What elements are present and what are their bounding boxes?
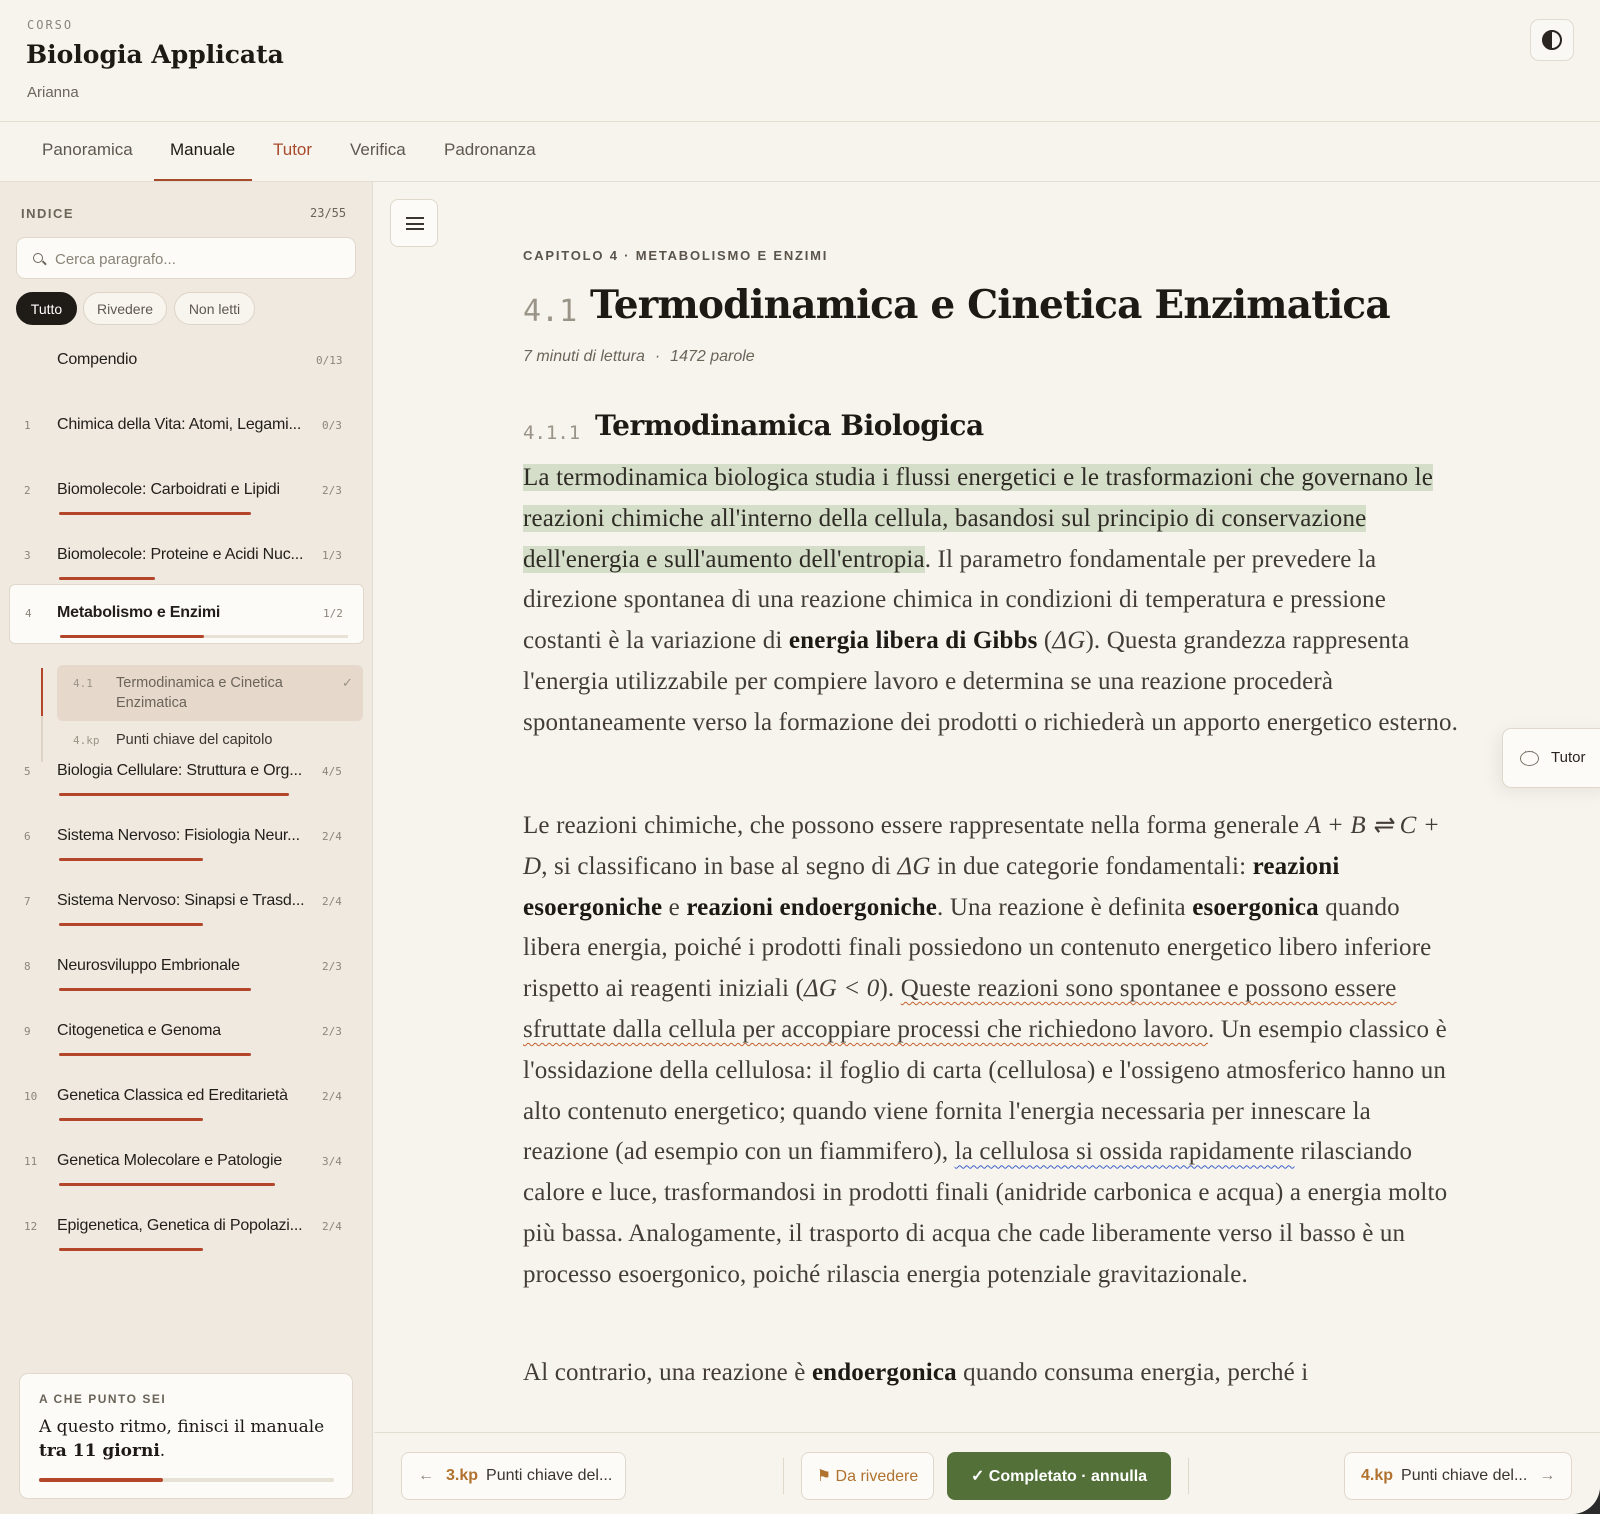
- chapter-title: Biomolecole: Carboidrati e Lipidi: [57, 481, 280, 498]
- chapter-title: Genetica Classica ed Ereditarietà: [57, 1087, 288, 1104]
- subsection-number: 4.1.1: [523, 422, 581, 444]
- chapter-progress-bar: [60, 635, 348, 638]
- paragraph-2: Le reazioni chimiche, che possono essere rappresentate nella forma generale A + B ⇌ C + D, si classificano in base al segno di ΔG in due categorie fondamentali: reazioni esoergoniche e reazioni endoergoniche. Una reazione è definita esoergonica quando libera energia, poiché i prodotti finali possiedono un contenuto energetico libero inferiore rispetto ai reagenti iniziali (ΔG < 0). Queste reazioni sono spontanee e possono essere sfruttate dalla cellula per accoppiare processi che richiedono lavoro. Un esempio classico è l'ossidazione della cellulosa: il foglio di carta (cellulosa) e l'ossigeno atmosferico hanno un alto contenuto energetico; quando viene fornita l'energia necessaria per innescare la reazione (ad esempio con un fiammifero), la cellulosa si ossida rapidamente rilasciando calore e luce, trasformandosi in prodotti finali (anidride carbonica e acqua) a energia molto più bassa. Analogamente, il trasporto di acqua che cade liberamente verso il basso è un processo esoergonico, poiché rilascia energia potenziale gravitazionale.: [523, 812, 1448, 1288]
- highlighted-text[interactable]: La termodinamica biologica studia i flussi energetici e le trasformazioni che governano le reazioni chimiche all'interno della cellula, basandosi sul principio di conservazione dell'energia e sull'aumento dell'entropia: [523, 464, 1433, 573]
- chapter-progress-fill: [59, 577, 155, 580]
- chapter-number: 12: [24, 1220, 38, 1233]
- tab-padronanza[interactable]: Padronanza: [444, 140, 536, 159]
- chapter-number: 2: [24, 484, 31, 497]
- pace-card: [19, 1373, 353, 1499]
- arrow-right-icon: →: [1539, 1467, 1556, 1484]
- subsection-active-marker: [41, 668, 43, 716]
- chapter-number: 8: [24, 960, 31, 973]
- chapter-item-6[interactable]: [0, 808, 373, 868]
- arrow-left-icon: ←: [418, 1467, 434, 1484]
- tutor-float-button[interactable]: [1502, 728, 1600, 788]
- tab-verifica[interactable]: Verifica: [350, 140, 406, 159]
- chapter-number: 5: [24, 765, 31, 778]
- chapter-progress-fill: [59, 988, 251, 991]
- chapter-progress-bar: [59, 1248, 347, 1251]
- subsection-heading: Termodinamica Biologica: [595, 409, 984, 442]
- tutor-float-label: Tutor: [1551, 749, 1586, 766]
- index-label: INDICE: [21, 206, 75, 221]
- chapter-progress-bar: [59, 988, 347, 991]
- pace-card-label: A CHE PUNTO SEI: [39, 1392, 167, 1406]
- main-tabs: [0, 122, 1600, 182]
- chapter-progress: 0/3: [322, 419, 342, 432]
- chapter-item-4[interactable]: [9, 584, 364, 644]
- theme-toggle-button[interactable]: [1530, 19, 1574, 61]
- chapter-title: Biomolecole: Proteine e Acidi Nuc...: [57, 546, 304, 563]
- chapter-number: 6: [24, 830, 31, 843]
- tab-tutor[interactable]: Tutor: [273, 140, 313, 159]
- pace-progress-bar: [39, 1478, 334, 1482]
- chapter-progress-bar: [59, 447, 347, 450]
- reader-main: [374, 182, 1600, 1432]
- chapter-progress-fill: [59, 1118, 203, 1121]
- footer-divider: [783, 1458, 784, 1494]
- chapter-progress: 4/5: [322, 765, 342, 778]
- chapter-number: 11: [24, 1155, 38, 1168]
- index-sidebar: [0, 182, 373, 1514]
- chapter-title: Metabolismo e Enzimi: [57, 604, 221, 621]
- chapter-title: Genetica Molecolare e Patologie: [57, 1152, 283, 1169]
- active-tab-indicator: [154, 179, 252, 181]
- paragraph-1: La termodinamica biologica studia i flussi energetici e le trasformazioni che governano le reazioni chimiche all'interno della cellula, basandosi sul principio di conservazione dell'energia e sull'aumento dell'entropia. Il parametro fondamentale per prevedere la direzione spontanea di una reazione chimica in condizioni di temperatura e pressione costanti è la variazione di energia libera di Gibbs (ΔG). Questa grandezza rappresenta l'energia utilizzabile per compiere lavoro e determina se una reazione procederà spontaneamente verso la formazione dei prodotti o richiederà un apporto energetico esterno.: [523, 464, 1459, 736]
- chapter-progress-bar: [59, 512, 347, 515]
- chapter-number: 1: [24, 419, 31, 432]
- annotated-text-red[interactable]: Queste reazioni sono spontanee e possono essere sfruttate dalla cellula per accoppiare processi che richiedono lavoro: [523, 975, 1397, 1043]
- chapter-item-3[interactable]: [0, 527, 373, 587]
- chapter-title: Epigenetica, Genetica di Popolazi...: [57, 1217, 303, 1234]
- chapter-title: Citogenetica e Genoma: [57, 1022, 221, 1039]
- chapter-progress-fill: [59, 793, 289, 796]
- chapter-progress-bar: [59, 1118, 347, 1121]
- chapter-item-10[interactable]: [0, 1068, 373, 1128]
- chapter-progress: 1/3: [322, 549, 342, 562]
- check-icon: ✓: [342, 675, 353, 690]
- filter-unread-chip[interactable]: Non letti: [174, 292, 255, 325]
- chapter-progress-fill: [59, 858, 203, 861]
- chapter-title: Neurosviluppo Embrionale: [57, 957, 240, 974]
- prev-section-button[interactable]: ← 3.kp Punti chiave del...: [401, 1452, 626, 1500]
- chapter-progress: 2/4: [322, 1220, 342, 1233]
- compendio-title: Compendio: [57, 351, 138, 368]
- chapter-progress: 2/4: [322, 1090, 342, 1103]
- course-header: [0, 0, 1600, 122]
- chapter-progress-fill: [59, 512, 251, 515]
- chapter-title: Biologia Cellulare: Struttura e Org...: [57, 762, 302, 779]
- chapter-progress: 2/4: [322, 830, 342, 843]
- reader-footer: [374, 1432, 1600, 1514]
- tab-manuale[interactable]: Manuale: [170, 140, 236, 159]
- chapter-progress-bar: [59, 923, 347, 926]
- chapter-number: 7: [24, 895, 31, 908]
- chapter-progress-fill: [59, 1053, 251, 1056]
- contrast-icon: [1542, 30, 1562, 50]
- chapter-progress-bar: [59, 858, 347, 861]
- chapter-progress-bar: [59, 1053, 347, 1056]
- chapter-item-7[interactable]: [0, 873, 373, 933]
- section-title: Termodinamica e Cinetica Enzimatica: [590, 282, 1390, 328]
- chapter-item-9[interactable]: [0, 1003, 373, 1063]
- reading-meta: 7 minuti di lettura · 1472 parole: [523, 348, 755, 365]
- subsection-num: 4.1: [73, 677, 93, 690]
- chapter-item-8[interactable]: [0, 938, 373, 998]
- filter-all-chip[interactable]: Tutto: [16, 292, 77, 325]
- search-box: [16, 237, 356, 279]
- tab-panoramica[interactable]: Panoramica: [42, 140, 133, 159]
- search-input[interactable]: [55, 248, 345, 270]
- search-icon: [33, 253, 43, 263]
- course-user: Arianna: [27, 84, 79, 101]
- completed-undo-button[interactable]: ✓ Completato · annulla: [947, 1452, 1171, 1500]
- chapter-item-12[interactable]: [0, 1198, 373, 1258]
- chapter-progress-fill: [59, 1183, 275, 1186]
- chapter-progress: 2/3: [322, 1025, 342, 1038]
- footer-divider: [1188, 1458, 1189, 1494]
- chapter-progress-fill: [59, 1248, 203, 1251]
- menu-icon: [406, 217, 424, 230]
- pace-card-text: A questo ritmo, finisci il manuale tra 11 giorni.: [39, 1417, 325, 1461]
- subsection-num: 4.kp: [73, 734, 100, 747]
- chapter-item-2[interactable]: [0, 462, 373, 522]
- subsection-item-4-kp[interactable]: [57, 724, 363, 758]
- chapter-title: Sistema Nervoso: Fisiologia Neur...: [57, 827, 300, 844]
- filter-review-chip[interactable]: Rivedere: [83, 292, 167, 325]
- chapter-number: 9: [24, 1025, 31, 1038]
- chapter-item-1[interactable]: [0, 397, 373, 457]
- chapter-number: 10: [24, 1090, 38, 1103]
- chapter-progress-bar: [59, 577, 347, 580]
- chapter-progress-fill: [60, 635, 204, 638]
- chapter-progress: 2/3: [322, 484, 342, 497]
- section-number: 4.1: [523, 294, 578, 329]
- toc-toggle-button[interactable]: [390, 199, 438, 247]
- chapter-item-11[interactable]: [0, 1133, 373, 1193]
- chapter-number: 4: [25, 607, 32, 620]
- chapter-title: Chimica della Vita: Atomi, Legami...: [57, 416, 302, 433]
- chapter-eyebrow: CAPITOLO 4 · METABOLISMO E ENZIMI: [523, 248, 829, 263]
- subsection-title: Punti chiave del capitolo: [116, 732, 273, 748]
- chat-bubble-icon: [1520, 751, 1539, 766]
- chapter-progress-bar: [59, 793, 347, 796]
- chapter-progress: 1/2: [323, 607, 343, 620]
- subsection-item-4-1[interactable]: [57, 665, 363, 721]
- annotated-text-blue[interactable]: la cellulosa si ossida rapidamente: [954, 1138, 1295, 1166]
- chapter-progress-fill: [59, 923, 203, 926]
- chapter-progress: 2/4: [322, 895, 342, 908]
- mark-review-button[interactable]: ⚑ Da rivedere: [801, 1452, 934, 1500]
- chapter-title: Sistema Nervoso: Sinapsi e Trasd...: [57, 892, 305, 909]
- paragraph-3: Al contrario, una reazione è endoergonica quando consuma energia, perché i: [523, 1359, 1309, 1386]
- course-title: Biologia Applicata: [26, 40, 284, 69]
- compendio-progress: 0/13: [316, 354, 343, 367]
- chapter-progress-bar: [59, 1183, 347, 1186]
- next-section-button[interactable]: 4.kp Punti chiave del... →: [1344, 1452, 1572, 1500]
- pace-progress-fill: [39, 1478, 163, 1482]
- index-count: 23/55: [310, 206, 347, 220]
- chapter-number: 3: [24, 549, 31, 562]
- chapter-progress: 2/3: [322, 960, 342, 973]
- chapter-progress: 3/4: [322, 1155, 342, 1168]
- subsection-title: Termodinamica e Cinetica Enzimatica: [116, 675, 283, 711]
- course-eyebrow: CORSO: [27, 18, 74, 32]
- compendio-item[interactable]: [0, 332, 373, 392]
